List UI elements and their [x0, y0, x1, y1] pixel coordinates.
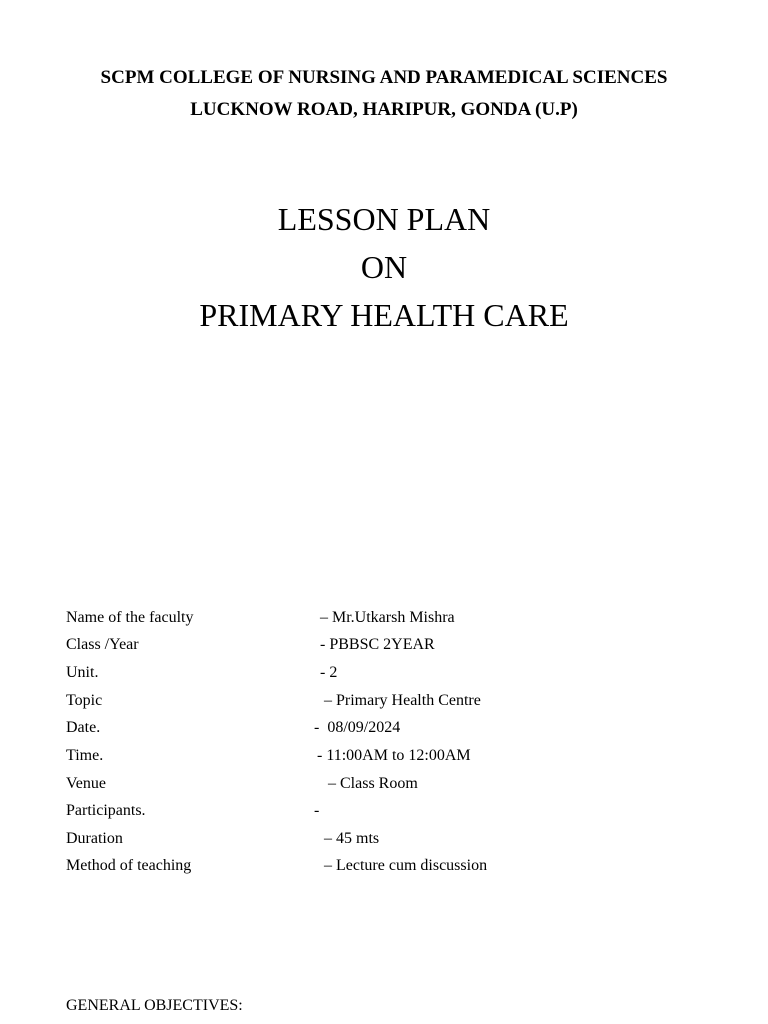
detail-row-faculty	[66, 604, 706, 631]
detail-value: - 11:00AM to 12:00AM	[317, 747, 471, 764]
detail-row-duration	[66, 825, 706, 852]
detail-label: Class /Year	[66, 636, 139, 653]
detail-value: - PBBSC 2YEAR	[320, 636, 435, 653]
detail-label: Time.	[66, 747, 104, 764]
detail-row-topic	[66, 687, 706, 714]
detail-label: Method of teaching	[66, 857, 192, 874]
detail-label: Venue	[66, 775, 106, 792]
college-address: LUCKNOW ROAD, HARIPUR, GONDA (U.P)	[190, 99, 578, 120]
detail-value: – Lecture cum discussion	[324, 857, 488, 874]
college-name: SCPM COLLEGE OF NURSING AND PARAMEDICAL SCIENCES	[100, 67, 668, 88]
detail-label: Unit.	[66, 664, 99, 681]
document-title-line-3: PRIMARY HEALTH CARE	[199, 297, 569, 333]
detail-row-class-year	[66, 631, 706, 658]
detail-value: – Mr.Utkarsh Mishra	[320, 609, 455, 626]
detail-value: – 45 mts	[324, 830, 380, 847]
detail-value: -	[314, 802, 320, 819]
detail-row-time	[66, 742, 706, 769]
detail-value: - 2	[320, 664, 338, 681]
detail-label: Topic	[66, 692, 103, 709]
general-objectives-heading: GENERAL OBJECTIVES:	[66, 997, 243, 1014]
detail-value: – Primary Health Centre	[324, 692, 481, 709]
detail-label: Duration	[66, 830, 123, 847]
detail-label: Date.	[66, 719, 101, 736]
detail-label: Name of the faculty	[66, 609, 194, 626]
detail-row-venue	[66, 770, 706, 797]
document-title-line-2: ON	[360, 249, 408, 285]
detail-row-date	[66, 714, 706, 741]
detail-row-method	[66, 852, 706, 879]
document-title-line-1: LESSON PLAN	[277, 201, 491, 237]
detail-value: - 08/09/2024	[314, 719, 401, 736]
detail-value: – Class Room	[328, 775, 418, 792]
detail-row-unit	[66, 659, 706, 686]
detail-row-participants	[66, 797, 706, 824]
detail-label: Participants.	[66, 802, 146, 819]
